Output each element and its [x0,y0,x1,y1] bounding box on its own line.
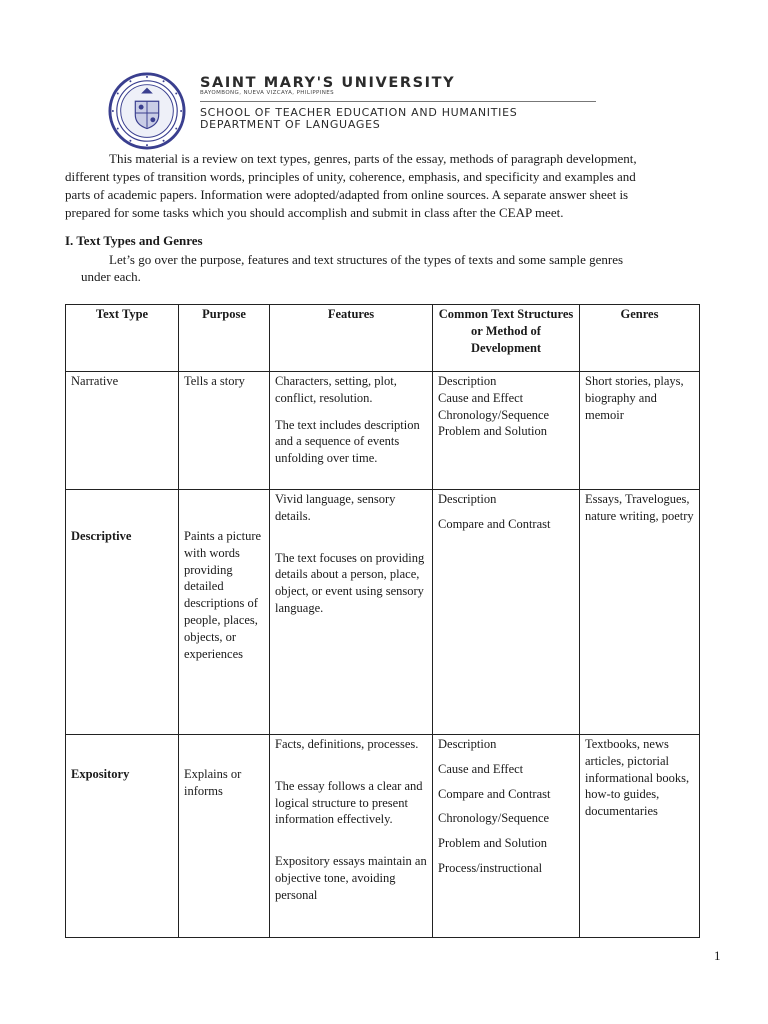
genres: Short stories, plays, biography and memoir [585,374,684,422]
header-cell: Text Type [66,305,179,372]
section-heading: I. Text Types and Genres [65,233,203,248]
header-divider [200,101,596,102]
feature-text: The essay follows a clear and logical structure to present information effectively. [275,778,423,827]
department-name: DEPARTMENT OF LANGUAGES [200,118,381,131]
structure-item: Cause and Effect [438,390,524,405]
text-type: Descriptive [71,529,132,543]
structure-item: Chronology/Sequence [438,811,550,826]
purpose-cell [179,490,270,735]
intro-line: This material is a review on text types, genres, parts of the essay, methods of paragraph development, [109,151,637,166]
school-name: SCHOOL OF TEACHER EDUCATION AND HUMANITIES [200,106,518,119]
structure-item: Cause and Effect [438,761,524,776]
text-type-cell [66,735,179,938]
header-cell: Features [270,305,433,372]
purpose: Tells a story [184,374,245,388]
structure-item: Description [438,737,497,751]
text-type-cell [66,372,179,490]
feature-text: Facts, definitions, processes. [275,737,419,751]
section-intro [65,251,715,285]
intro-line: prepared for some tasks which you should accomplish and submit in class after the CEAP meet. [65,205,564,220]
genres: Textbooks, news articles, pictorial informational books, how-to guides, documentaries [585,737,690,819]
structure-item: Description [438,492,497,506]
text-types-table [65,304,700,938]
text-type: Expository [71,767,130,781]
university-seal-logo [108,72,186,150]
features-cell [270,372,433,490]
purpose: Paints a picture with words providing detailed descriptions of people, places, objects, or experiences [184,529,262,661]
features-cell [270,735,433,938]
genres-cell [580,490,700,735]
intro-line: parts of academic papers. Information were adopted/adapted from online sources. A separate answer sheet is [65,187,629,202]
university-location: BAYOMBONG, NUEVA VIZCAYA, PHILIPPINES [200,90,335,96]
features-cell [270,490,433,735]
structure-item: Process/instructional [438,860,543,875]
structures-cell [433,372,580,490]
table-row [66,490,700,735]
structure-item: Compare and Contrast [438,786,551,801]
structure-item: Compare and Contrast [438,516,551,531]
structure-item: Problem and Solution [438,836,548,851]
table-row [66,735,700,938]
header-cell: Common Text Structures or Method of Development [433,305,580,372]
header-cell: Genres [580,305,700,372]
purpose-cell [179,372,270,490]
table-row [66,372,700,490]
genres: Essays, Travelogues, nature writing, poetry [585,492,694,523]
text-type: Narrative [71,374,119,388]
page-number: 1 [714,948,721,963]
structures-cell [433,735,580,938]
section-intro-line: Let’s go over the purpose, features and text structures of the types of texts and some sample genres [109,252,624,267]
intro-line: different types of transition words, principles of unity, coherence, emphasis, and specificity and examples and [65,169,636,184]
structure-item: Chronology/Sequence [438,407,550,422]
genres-cell [580,372,700,490]
feature-text: Expository essays maintain an objective tone, avoiding personal [275,854,427,902]
section-intro-line: under each. [81,269,141,284]
university-name: SAINT MARY'S UNIVERSITY [200,75,456,91]
table-header-row [66,305,700,372]
purpose: Explains or informs [184,767,242,798]
purpose-cell [179,735,270,938]
structures-cell [433,490,580,735]
header-cell: Purpose [179,305,270,372]
text-type-cell [66,490,179,735]
structure-item: Problem and Solution [438,424,548,439]
feature-text: Vivid language, sensory details. [275,492,396,523]
feature-text: Characters, setting, plot, conflict, resolution. [275,374,397,405]
intro-paragraph [65,150,715,222]
structure-item: Description [438,374,497,388]
feature-text: The text focuses on providing details about a person, place, object, or event using sensory language. [275,550,425,615]
genres-cell [580,735,700,938]
feature-text: The text includes description and a sequence of events unfolding over time. [275,417,420,466]
